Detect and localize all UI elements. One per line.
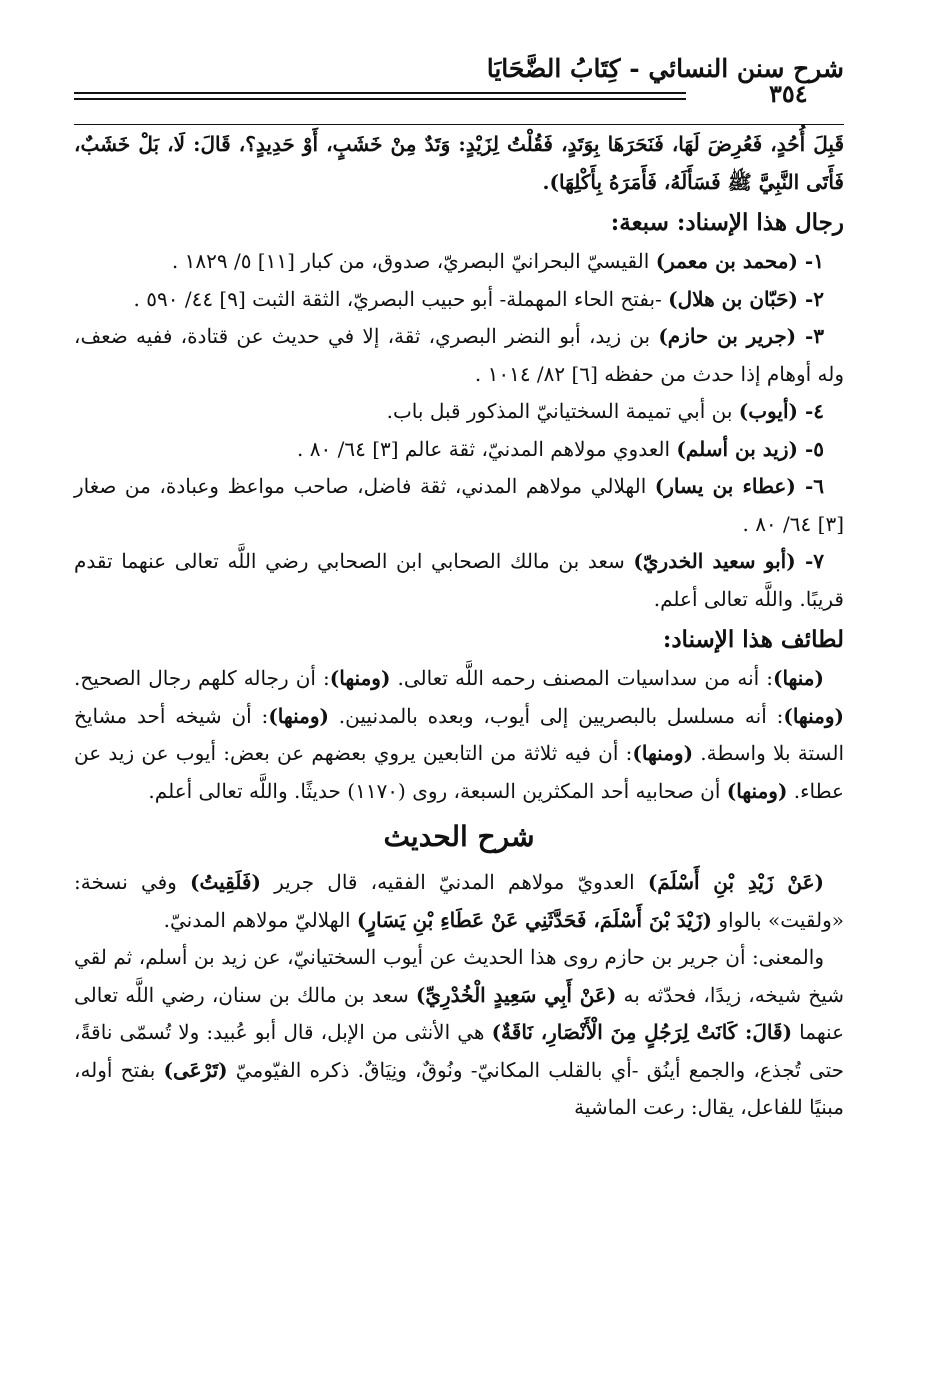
sharh-text: بفتح أوله، مبنيًا للفاعل، يقال: رعت الماشية bbox=[74, 1057, 844, 1119]
narrator-description: العدوي مولاهم المدنيّ، ثقة عالم [٣] ٦٤/ ٨٠ . bbox=[297, 436, 677, 461]
narrator-name: ٤- (أيوب) bbox=[738, 399, 824, 423]
narrator-item bbox=[74, 281, 844, 319]
narrator-description: بن أبي تميمة السختيانيّ المذكور قبل باب. bbox=[386, 399, 739, 423]
lataif-marker: (ومنها) bbox=[268, 703, 329, 728]
lataif-marker: (ومنها) bbox=[632, 741, 694, 765]
narrator-item bbox=[74, 431, 844, 469]
lataif-marker: (ومنها) bbox=[329, 666, 391, 690]
narrator-description: -بفتح الحاء المهملة- أبو حبيب البصريّ، الثقة الثبت [٩] ٤٤/ ٥٩٠ . bbox=[133, 286, 669, 311]
sharh-quote: (تَرْعَى) bbox=[163, 1057, 228, 1082]
sharh-quote: (فَلَقِيتُ) bbox=[190, 870, 261, 894]
sharh-quote: (زَيْدَ بْنَ أَسْلَمَ، فَحَدَّثَنِي عَنْ عَطَاءِ بْنِ يَسَارٍ) bbox=[356, 907, 712, 932]
sharh-quote: (قَالَ: كَانَتْ لِرَجُلٍ مِنَ الْأَنْصَارِ، نَاقَةٌ) bbox=[491, 1020, 793, 1044]
header-rule-right bbox=[569, 92, 669, 100]
sharh-text: سعد بن مالك بن سنان، رضي اللَّه تعالى عنهما bbox=[74, 982, 845, 1044]
narrator-name: ١- (محمد بن معمر) bbox=[655, 249, 824, 273]
lataif-marker: (ومنها) bbox=[783, 703, 845, 728]
narrator-name: ٣- (جرير بن حازم) bbox=[658, 324, 824, 348]
sharh-quote: (عَنْ زَيْدِ بْنِ أَسْلَمَ) bbox=[647, 870, 824, 894]
page-number: ٣٥٤ bbox=[769, 79, 808, 108]
sharh-text: العدويّ مولاهم المدنيّ الفقيه، قال جرير bbox=[260, 870, 648, 894]
sharh-heading: شرح الحديث bbox=[383, 820, 535, 853]
narrator-item bbox=[74, 468, 844, 543]
narrator-name: ٢- (حَبّان بن هلال) bbox=[668, 286, 824, 311]
lataif-text: : أن فيه ثلاثة من التابعين يروي بعضهم عن بعض: أيوب عن زيد عن عطاء. bbox=[74, 741, 844, 803]
sharh-text: هي الأنثى من الإبل، قال أبو عُبيد: ولا تُسمّى ناقةً، حتى تُجذع، والجمع أينُق -أي بالقلب المكانيّ- ونُوقٌ، ونِيَاقٌ. ذكره الفيّوميّ bbox=[74, 1020, 844, 1082]
narrator-name: ٧- (أبو سعيد الخدريّ) bbox=[633, 549, 824, 573]
lataif-heading: لطائف هذا الإسناد: bbox=[662, 626, 844, 653]
lataif-marker: (منها) bbox=[773, 666, 824, 690]
narrator-item bbox=[74, 243, 844, 281]
rijal-heading: رجال هذا الإسناد: سبعة: bbox=[610, 209, 844, 236]
lataif-text: أن صحابيه أحد المكثرين السبعة، روى (١١٧٠) حديثًا. واللَّه تعالى أعلم. bbox=[148, 778, 727, 803]
sharh-quote: (عَنْ أَبِي سَعِيدٍ الْخُدْرِيِّ) bbox=[415, 982, 617, 1007]
lataif-marker: (ومنها) bbox=[726, 778, 788, 803]
header-underline bbox=[74, 124, 844, 125]
lataif-text: : أن رجاله كلهم رجال الصحيح. bbox=[74, 666, 330, 690]
sharh-paragraph-2 bbox=[74, 939, 844, 1127]
narrator-name: ٥- (زيد بن أسلم) bbox=[676, 436, 824, 461]
narrator-item bbox=[74, 393, 844, 431]
sharh-text: والمعنى: أن جرير بن حازم روى هذا الحديث عن أيوب السختيانيّ، عن زيد بن أسلم، ثم لقي شيخ شيخه، زيدًا، فحدّثه به bbox=[74, 945, 844, 1007]
narrator-item bbox=[74, 543, 844, 618]
sharh-paragraph-1 bbox=[74, 864, 844, 939]
hadith-continuation: قَبِلَ أُحُدٍ، فَعُرِضَ لَهَا، فَنَحَرَهَا بِوَتَدٍ، فَقُلْتُ لِزَيْدٍ: وَتَدٌ مِنْ خَشَبٍ، أَوْ حَدِيدٍ؟، قَالَ: لَا، بَلْ خَشَبٌ، فَأَتَى النَّبِيَّ ﷺ فَسَأَلَهُ، فَأَمَرَهُ بِأَكْلِهَا). bbox=[74, 132, 844, 194]
sharh-text: الهلاليّ مولاهم المدنيّ. bbox=[163, 907, 357, 932]
lataif-text: : أنه مسلسل بالبصريين إلى أيوب، وبعده بالمدنيين. bbox=[328, 703, 784, 728]
narrator-description: الهلالي مولاهم المدني، ثقة فاضل، صاحب مواعظ وعبادة، من صغار [٣] ٦٤/ ٨٠ . bbox=[74, 474, 844, 536]
running-title: شرح سنن النسائي - كِتَابُ الضَّحَايَا bbox=[486, 54, 844, 83]
sharh-text: وفي نسخة: «ولقيت» بالواو bbox=[74, 870, 844, 932]
lataif-paragraph bbox=[74, 660, 844, 810]
lataif-text: : أن شيخه أحد مشايخ الستة بلا واسطة. bbox=[74, 703, 845, 765]
page-header bbox=[74, 52, 844, 126]
page-content bbox=[74, 126, 844, 1127]
narrator-name: ٦- (عطاء بن يسار) bbox=[654, 474, 824, 498]
narrator-description: سعد بن مالك الصحابي ابن الصحابي رضي اللَّه تعالى عنهما تقدم قريبًا. واللَّه تعالى أعلم. bbox=[74, 549, 844, 611]
narrator-description: بن زيد، أبو النضر البصري، ثقة، إلا في حديث عن قتادة، ففيه ضعف، وله أوهام إذا حدث من حفظه [٦] ٨٢/ ١٠١٤ . bbox=[74, 324, 844, 386]
narrator-item bbox=[74, 318, 844, 393]
narrator-description: القيسيّ البحرانيّ البصريّ، صدوق، من كبار [١١] ٥/ ١٨٢٩ . bbox=[171, 249, 656, 273]
lataif-text: : أنه من سداسيات المصنف رحمه اللَّه تعالى. bbox=[390, 666, 773, 690]
